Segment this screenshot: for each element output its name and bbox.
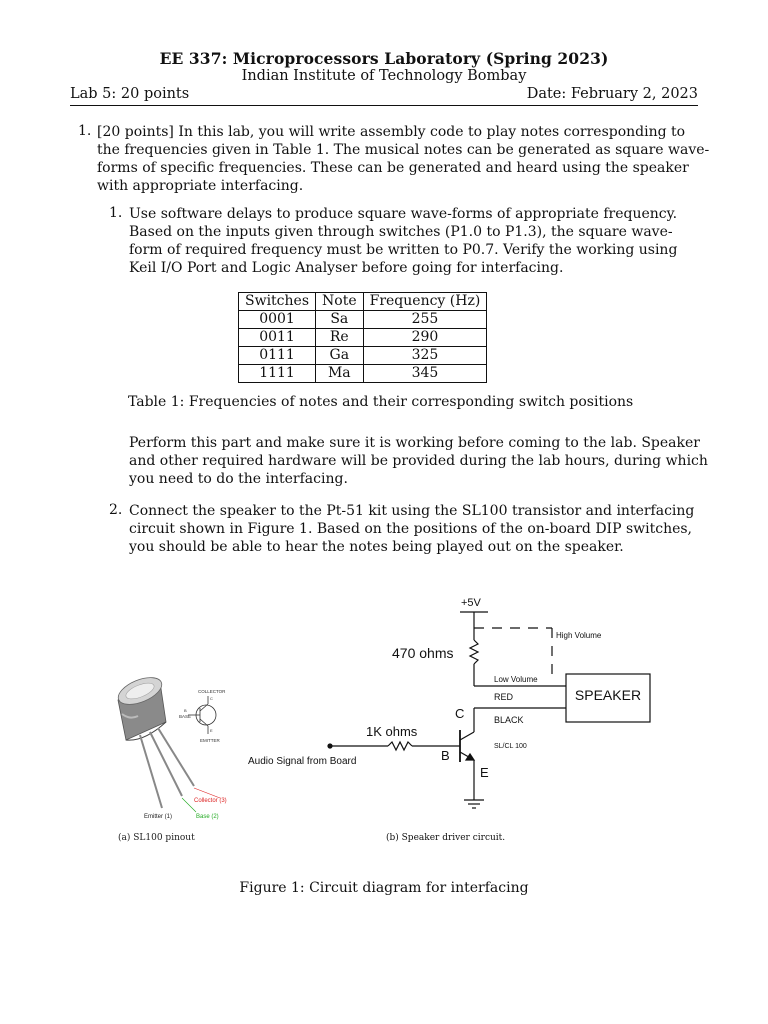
pin-label-c: C [210, 696, 213, 701]
signal-input-terminal [328, 744, 332, 748]
table-cell: 325 [363, 347, 487, 365]
part1-text [129, 205, 678, 277]
part2-line: circuit shown in Figure 1. Based on the positions of the on-board DIP switches, [129, 521, 693, 537]
institution-name: Indian Institute of Technology Bombay [241, 68, 527, 84]
base-label: B [441, 748, 450, 763]
sl100-pinout [115, 672, 227, 843]
table-cell: 255 [363, 311, 487, 329]
table-header: Switches [239, 293, 316, 311]
part1-line: Use software delays to produce square wave-forms of appropriate frequency. [129, 206, 678, 222]
part1-note-line: you need to do the interfacing. [129, 471, 348, 487]
table-cell: 290 [363, 329, 487, 347]
circuit-figure [100, 590, 680, 850]
part1-note-line: and other required hardware will be provided during the lab hours, during which [129, 453, 708, 469]
table-row [239, 311, 487, 329]
pin-label-e: E [210, 728, 213, 733]
collector-pin-label: Collector (3) [194, 798, 227, 804]
part1-line: form of required frequency must be written to P0.7. Verify the working using [129, 242, 678, 258]
part2-text [129, 502, 695, 556]
part1-line: Based on the inputs given through switches (P1.0 to P1.3), the square wave- [129, 224, 673, 240]
table-header-row [239, 293, 487, 311]
table-cell: 0011 [239, 329, 316, 347]
table-row [239, 329, 487, 347]
emitter-arrow [466, 754, 474, 760]
table-header: Note [316, 293, 364, 311]
base-pin-label: Base (2) [196, 814, 219, 820]
circuit-caption: (b) Speaker driver circuit. [386, 833, 506, 843]
transistor-collector-lead [460, 732, 474, 740]
table-cell: 0001 [239, 311, 316, 329]
part1-note-line: Perform this part and make sure it is working before coming to the lab. Speaker [129, 435, 700, 451]
table-row [239, 365, 487, 383]
transistor-can-image [115, 672, 194, 808]
collector-label: C [455, 706, 465, 721]
speaker-driver-circuit [248, 597, 650, 843]
low-volume-label: Low Volume [494, 675, 538, 684]
pin-label-b: B [184, 708, 187, 713]
vcc-label: +5V [461, 597, 481, 609]
part1-number: 1. [109, 205, 123, 221]
frequency-table [238, 292, 487, 383]
table-cell: 1111 [239, 365, 316, 383]
table-cell: Sa [316, 311, 364, 329]
question-line: [20 points] In this lab, you will write assembly code to play notes corresponding to [97, 124, 686, 140]
audio-signal-label: Audio Signal from Board [248, 756, 357, 767]
course-title: EE 337: Microprocessors Laboratory (Spring 2023) [159, 49, 609, 68]
table-cell: Re [316, 329, 364, 347]
speaker-label: SPEAKER [574, 687, 642, 703]
resistor-470-label: 470 ohms [392, 645, 454, 661]
table-cell: 0111 [239, 347, 316, 365]
red-wire-label: RED [494, 692, 514, 702]
high-volume-label: High Volume [556, 631, 602, 640]
table-cell: 345 [363, 365, 487, 383]
transistor-label: SL/CL 100 [494, 743, 527, 750]
pin-collector-small: COLLECTOR [198, 689, 226, 694]
lab-points: Lab 5: 20 points [70, 86, 190, 102]
question-line: the frequencies given in Table 1. The musical notes can be generated as square wave- [97, 142, 710, 158]
question-number: 1. [78, 123, 92, 139]
question-text [97, 123, 710, 195]
part2-line: Connect the speaker to the Pt-51 kit using the SL100 transistor and interfacing [129, 503, 695, 519]
table-cell: Ga [316, 347, 364, 365]
resistor-470 [470, 640, 478, 664]
lab-date: Date: February 2, 2023 [526, 86, 698, 102]
table-header: Frequency (Hz) [363, 293, 487, 311]
part1-line: Keil I/O Port and Logic Analyser before going for interfacing. [129, 260, 564, 276]
part2-number: 2. [109, 502, 123, 518]
pin-emitter-small: EMITTER [200, 738, 220, 743]
part1-note [129, 434, 708, 488]
resistor-1k-label: 1K ohms [366, 724, 418, 739]
emitter-pin-label: Emitter (1) [144, 814, 173, 820]
table-caption: Table 1: Frequencies of notes and their corresponding switch positions [128, 394, 634, 410]
table-row [239, 347, 487, 365]
table-cell: Ma [316, 365, 364, 383]
pinout-caption: (a) SL100 pinout [118, 833, 195, 843]
figure-caption: Figure 1: Circuit diagram for interfacing [239, 880, 529, 896]
pin-base-small: BASE [179, 714, 192, 719]
resistor-1k [388, 742, 412, 750]
emitter-label: E [480, 765, 489, 780]
question-line: with appropriate interfacing. [97, 178, 304, 194]
part2-line: you should be able to hear the notes being played out on the speaker. [129, 539, 624, 555]
header-divider [70, 105, 698, 106]
black-wire-label: BLACK [494, 715, 524, 725]
question-line: forms of specific frequencies. These can be generated and heard using the speaker [97, 160, 689, 176]
